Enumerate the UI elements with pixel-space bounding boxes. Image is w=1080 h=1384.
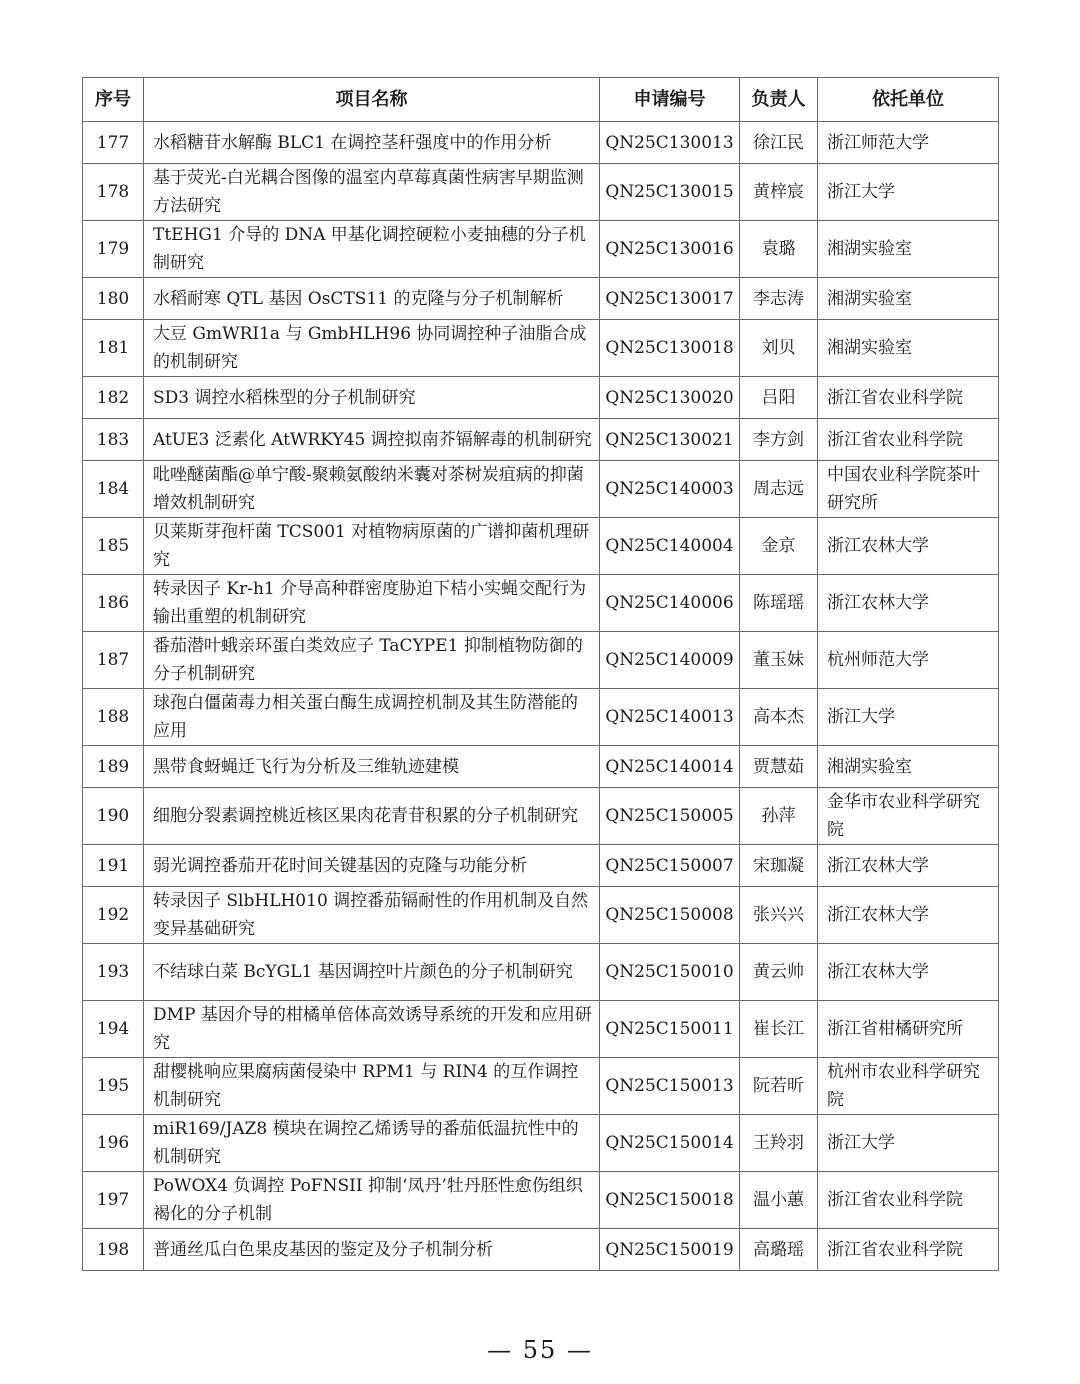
table-row: [83, 746, 999, 788]
project-table: [82, 77, 999, 1271]
row-code: QN25C140009: [600, 632, 740, 689]
row-no: 182: [83, 377, 144, 419]
row-no: 187: [83, 632, 144, 689]
table-row: [83, 575, 999, 632]
row-code: QN25C150013: [600, 1058, 740, 1115]
row-unit: 浙江省农业科学院: [818, 377, 999, 419]
row-unit: 杭州师范大学: [818, 632, 999, 689]
row-person: 周志远: [740, 461, 818, 518]
row-title: 基于荧光-白光耦合图像的温室内草莓真菌性病害早期监测方法研究: [144, 164, 600, 221]
row-no: 181: [83, 320, 144, 377]
row-person: 吕阳: [740, 377, 818, 419]
table-row: [83, 1229, 999, 1271]
row-unit: 杭州市农业科学研究院: [818, 1058, 999, 1115]
row-title: 贝莱斯芽孢杆菌 TCS001 对植物病原菌的广谱抑菌机理研究: [144, 518, 600, 575]
row-no: 189: [83, 746, 144, 788]
row-unit: 浙江省农业科学院: [818, 1172, 999, 1229]
table-row: [83, 461, 999, 518]
row-code: QN25C150014: [600, 1115, 740, 1172]
row-title: 甜樱桃响应果腐病菌侵染中 RPM1 与 RIN4 的互作调控机制研究: [144, 1058, 600, 1115]
row-no: 178: [83, 164, 144, 221]
row-person: 崔长江: [740, 1001, 818, 1058]
row-person: 王羚羽: [740, 1115, 818, 1172]
row-person: 李志涛: [740, 278, 818, 320]
table-row: [83, 788, 999, 845]
row-person: 黄梓宸: [740, 164, 818, 221]
header-title: 项目名称: [144, 78, 600, 122]
row-code: QN25C130015: [600, 164, 740, 221]
row-code: QN25C150008: [600, 887, 740, 944]
header-code: 申请编号: [600, 78, 740, 122]
row-no: 180: [83, 278, 144, 320]
row-title: 转录因子 SlbHLH010 调控番茄镉耐性的作用机制及自然变异基础研究: [144, 887, 600, 944]
row-title: 不结球白菜 BcYGL1 基因调控叶片颜色的分子机制研究: [144, 944, 600, 1001]
row-title: 细胞分裂素调控桃近核区果肉花青苷积累的分子机制研究: [144, 788, 600, 845]
table-row: [83, 221, 999, 278]
row-no: 188: [83, 689, 144, 746]
row-person: 孙萍: [740, 788, 818, 845]
row-code: QN25C130013: [600, 122, 740, 164]
row-code: QN25C130017: [600, 278, 740, 320]
row-title: 水稻糖苷水解酶 BLC1 在调控茎秆强度中的作用分析: [144, 122, 600, 164]
row-no: 179: [83, 221, 144, 278]
row-code: QN25C150010: [600, 944, 740, 1001]
row-no: 192: [83, 887, 144, 944]
row-person: 李方剑: [740, 419, 818, 461]
row-title: 番茄潜叶蛾亲环蛋白类效应子 TaCYPE1 抑制植物防御的分子机制研究: [144, 632, 600, 689]
table-row: [83, 944, 999, 1001]
table-row: [83, 1172, 999, 1229]
row-unit: 浙江省柑橘研究所: [818, 1001, 999, 1058]
row-code: QN25C140013: [600, 689, 740, 746]
row-title: 弱光调控番茄开花时间关键基因的克隆与功能分析: [144, 845, 600, 887]
row-no: 197: [83, 1172, 144, 1229]
row-code: QN25C150005: [600, 788, 740, 845]
row-unit: 湘湖实验室: [818, 221, 999, 278]
row-no: 177: [83, 122, 144, 164]
row-title: 大豆 GmWRI1a 与 GmbHLH96 协同调控种子油脂合成的机制研究: [144, 320, 600, 377]
header-unit: 依托单位: [818, 78, 999, 122]
table-row: [83, 689, 999, 746]
row-title: DMP 基因介导的柑橘单倍体高效诱导系统的开发和应用研究: [144, 1001, 600, 1058]
header-no: 序号: [83, 78, 144, 122]
row-no: 196: [83, 1115, 144, 1172]
row-no: 191: [83, 845, 144, 887]
row-person: 高璐瑶: [740, 1229, 818, 1271]
row-unit: 浙江农林大学: [818, 845, 999, 887]
row-no: 195: [83, 1058, 144, 1115]
row-title: 普通丝瓜白色果皮基因的鉴定及分子机制分析: [144, 1229, 600, 1271]
table-row: [83, 1115, 999, 1172]
row-person: 宋珈凝: [740, 845, 818, 887]
row-person: 张兴兴: [740, 887, 818, 944]
table-row: [83, 845, 999, 887]
row-no: 186: [83, 575, 144, 632]
page-number: — 55 —: [487, 1336, 593, 1364]
row-unit: 浙江大学: [818, 164, 999, 221]
row-person: 徐江民: [740, 122, 818, 164]
row-person: 袁璐: [740, 221, 818, 278]
row-unit: 浙江农林大学: [818, 575, 999, 632]
table-row: [83, 419, 999, 461]
row-unit: 湘湖实验室: [818, 278, 999, 320]
row-title: 吡唑醚菌酯@单宁酸-聚赖氨酸纳米囊对茶树炭疽病的抑菌增效机制研究: [144, 461, 600, 518]
row-no: 183: [83, 419, 144, 461]
row-no: 193: [83, 944, 144, 1001]
row-unit: 湘湖实验室: [818, 746, 999, 788]
row-unit: 金华市农业科学研究院: [818, 788, 999, 845]
row-code: QN25C140003: [600, 461, 740, 518]
row-unit: 浙江农林大学: [818, 944, 999, 1001]
table-row: [83, 518, 999, 575]
row-title: 球孢白僵菌毒力相关蛋白酶生成调控机制及其生防潜能的应用: [144, 689, 600, 746]
row-title: 水稻耐寒 QTL 基因 OsCTS11 的克隆与分子机制解析: [144, 278, 600, 320]
row-no: 190: [83, 788, 144, 845]
row-title: miR169/JAZ8 模块在调控乙烯诱导的番茄低温抗性中的机制研究: [144, 1115, 600, 1172]
table-row: [83, 377, 999, 419]
table-row: [83, 278, 999, 320]
row-person: 刘贝: [740, 320, 818, 377]
table-row: [83, 1058, 999, 1115]
table-header-row: [83, 78, 999, 122]
row-code: QN25C130020: [600, 377, 740, 419]
row-title: 黑带食蚜蝇迁飞行为分析及三维轨迹建模: [144, 746, 600, 788]
row-code: QN25C150019: [600, 1229, 740, 1271]
row-no: 184: [83, 461, 144, 518]
table-row: [83, 320, 999, 377]
table-row: [83, 164, 999, 221]
row-unit: 浙江大学: [818, 1115, 999, 1172]
row-person: 阮若昕: [740, 1058, 818, 1115]
row-unit: 湘湖实验室: [818, 320, 999, 377]
row-title: SD3 调控水稻株型的分子机制研究: [144, 377, 600, 419]
row-title: TtEHG1 介导的 DNA 甲基化调控硬粒小麦抽穗的分子机制研究: [144, 221, 600, 278]
row-code: QN25C140006: [600, 575, 740, 632]
row-unit: 浙江农林大学: [818, 518, 999, 575]
row-person: 温小蕙: [740, 1172, 818, 1229]
row-title: AtUE3 泛素化 AtWRKY45 调控拟南芥镉解毒的机制研究: [144, 419, 600, 461]
table-row: [83, 1001, 999, 1058]
row-code: QN25C150018: [600, 1172, 740, 1229]
row-unit: 浙江农林大学: [818, 887, 999, 944]
row-code: QN25C130021: [600, 419, 740, 461]
row-unit: 浙江师范大学: [818, 122, 999, 164]
row-no: 198: [83, 1229, 144, 1271]
row-code: QN25C150011: [600, 1001, 740, 1058]
row-unit: 浙江大学: [818, 689, 999, 746]
row-person: 金京: [740, 518, 818, 575]
row-code: QN25C140004: [600, 518, 740, 575]
row-unit: 中国农业科学院茶叶研究所: [818, 461, 999, 518]
row-person: 贾慧茹: [740, 746, 818, 788]
row-title: PoWOX4 负调控 PoFNSII 抑制‘凤丹’牡丹胚性愈伤组织褐化的分子机制: [144, 1172, 600, 1229]
row-unit: 浙江省农业科学院: [818, 419, 999, 461]
row-no: 194: [83, 1001, 144, 1058]
row-code: QN25C130016: [600, 221, 740, 278]
row-code: QN25C150007: [600, 845, 740, 887]
row-code: QN25C140014: [600, 746, 740, 788]
row-no: 185: [83, 518, 144, 575]
table-row: [83, 887, 999, 944]
row-person: 高本杰: [740, 689, 818, 746]
table-row: [83, 632, 999, 689]
row-person: 陈瑶瑶: [740, 575, 818, 632]
row-person: 黄云帅: [740, 944, 818, 1001]
table-row: [83, 122, 999, 164]
row-code: QN25C130018: [600, 320, 740, 377]
row-title: 转录因子 Kr-h1 介导高种群密度胁迫下桔小实蝇交配行为输出重塑的机制研究: [144, 575, 600, 632]
header-person: 负责人: [740, 78, 818, 122]
row-unit: 浙江省农业科学院: [818, 1229, 999, 1271]
row-person: 董玉妹: [740, 632, 818, 689]
